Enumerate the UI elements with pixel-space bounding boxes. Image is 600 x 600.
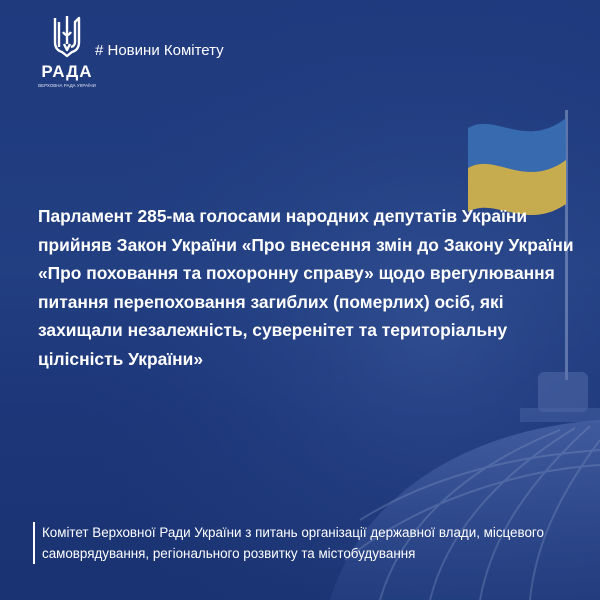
hashtag-label: # Новини Комітету (95, 42, 224, 59)
logo-subtitle: ВЕРХОВНА РАДА УКРАЇНИ (38, 83, 96, 88)
logo-word: РАДА (41, 62, 93, 81)
committee-footer: Комітет Верховної Ради України з питань організації державної влади, місцевого самоврядування, регіонального розвитку та містобудування (33, 522, 594, 564)
trident-icon (50, 14, 84, 60)
headline-text: Парламент 285-ма голосами народних депутатів України прийняв Закон України «Про внесення змін до Закону України «Про поховання та похоронну справу» щодо врегулювання питання перепоховання загиблих (померлих) осіб, які захищали незалежність, суверенітет та територіальну цілісність України» (38, 206, 574, 369)
ukrainian-flag-icon (468, 118, 566, 215)
rada-logo (36, 14, 98, 94)
